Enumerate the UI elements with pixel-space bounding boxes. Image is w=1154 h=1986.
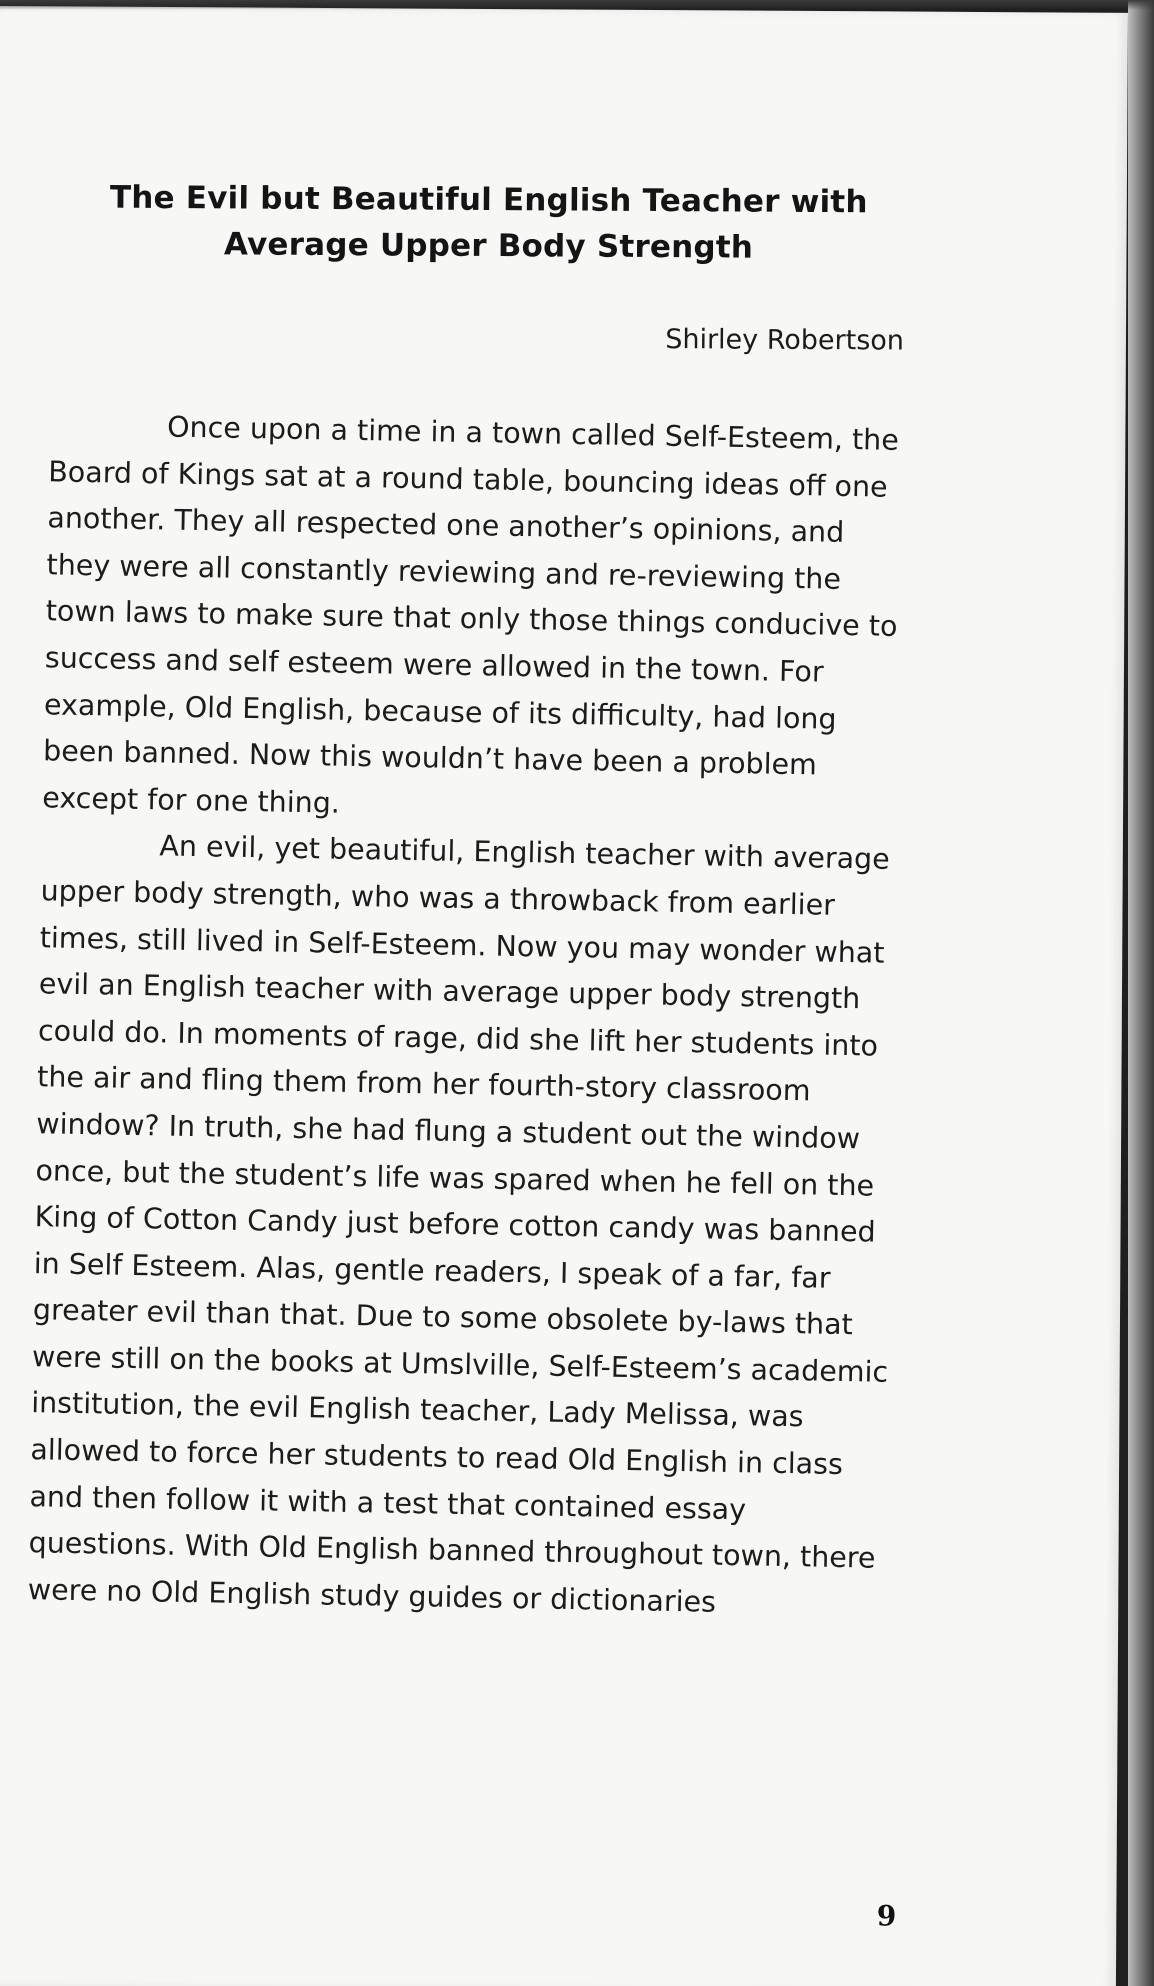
page-number: 9 bbox=[876, 1899, 897, 1933]
story-body bbox=[27, 402, 915, 1629]
author-name: Shirley Robertson bbox=[665, 324, 905, 357]
paragraph-1: Once upon a time in a town called Self-Esteem, the Board of Kings sat at a round table, bouncing ideas off one another. They all respected one another’s opinions, and they were all constantly reviewing and re-reviewing the town laws to make sure that only those things conducive to success and self esteem were allowed in the town. For example, Old English, because of its difficulty, had long been banned. Now this wouldn’t have been a problem except for one thing. bbox=[42, 410, 900, 820]
book-page bbox=[0, 6, 1128, 1986]
story-title: The Evil but Beautiful English Teacher with Average Upper Body Strength bbox=[109, 179, 868, 266]
page-edge-shadow bbox=[1128, 0, 1154, 1986]
paragraph-2: An evil, yet beautiful, English teacher with average upper body strength, who was a throwback from earlier times, still lived in Self-Esteem. Now you may wonder what evil an English teacher with average upper body strength could do. In moments of rage, did she lift her students into the air and fling them from her fourth-story classroom window? In truth, she had flung a student out the window once, but the student’s life was spared when he fell on the King of Cotton Candy just before cotton candy was banned in Self Esteem. Alas, gentle readers, I speak of a far, far greater evil than that. Due to some obsolete by-laws that were still on the books at Umslville, Self-Esteem’s academic institution, the evil English teacher, Lady Melissa, was allowed to force her students to read Old English in class and then follow it with a test that contained essay questions. With Old English banned throughout town, there were no Old English study guides or dictionaries bbox=[27, 829, 891, 1619]
page-top-shadow bbox=[0, 0, 1154, 10]
